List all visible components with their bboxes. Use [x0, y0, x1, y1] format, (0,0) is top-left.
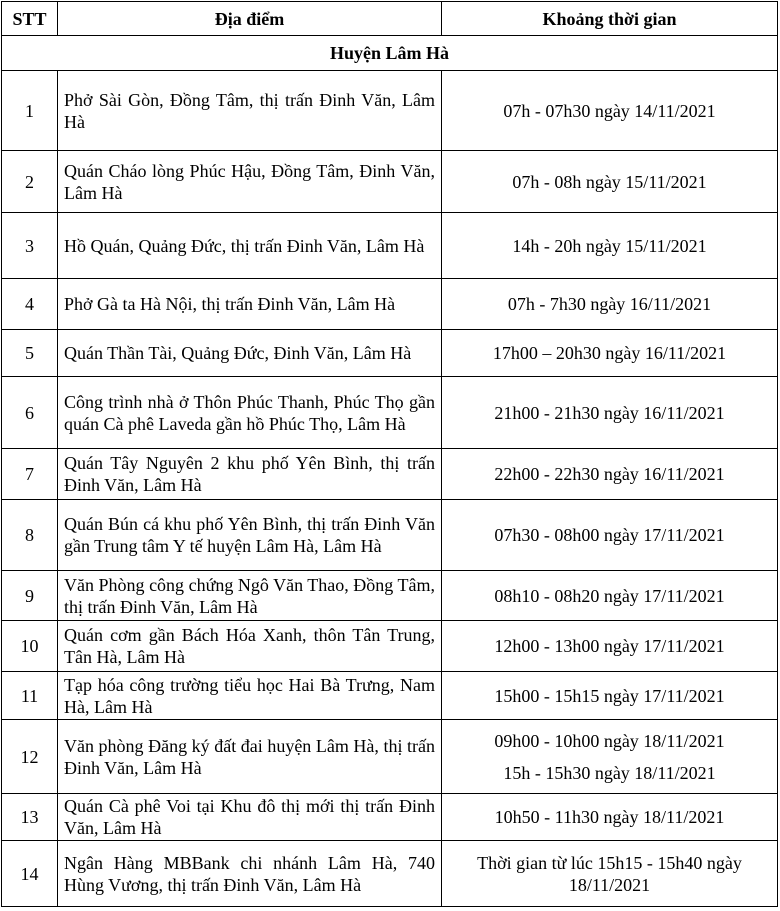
row-stt: 1 — [2, 71, 58, 151]
row-stt: 7 — [2, 449, 58, 500]
row-time — [442, 720, 778, 794]
time-entry: 07h - 07h30 ngày 14/11/2021 — [503, 100, 716, 121]
row-time — [442, 330, 778, 377]
header-location: Địa điểm — [58, 2, 442, 36]
row-stt: 5 — [2, 330, 58, 377]
row-location: Công trình nhà ở Thôn Phúc Thanh, Phúc Thọ gần quán Cà phê Laveda gần hồ Phúc Thọ, Lâm Hà — [58, 377, 442, 449]
table-row — [2, 377, 778, 449]
row-location: Quán cơm gần Bách Hóa Xanh, thôn Tân Trung, Tân Hà, Lâm Hà — [58, 621, 442, 672]
row-stt: 2 — [2, 151, 58, 213]
table-row — [2, 279, 778, 330]
row-time — [442, 213, 778, 279]
row-time — [442, 500, 778, 571]
header-time: Khoảng thời gian — [442, 2, 778, 36]
row-time — [442, 71, 778, 151]
row-location: Quán Cà phê Voi tại Khu đô thị mới thị trấn Đinh Văn, Lâm Hà — [58, 794, 442, 841]
table-row — [2, 841, 778, 907]
table-row — [2, 794, 778, 841]
row-stt: 4 — [2, 279, 58, 330]
table-row — [2, 500, 778, 571]
region-title: Huyện Lâm Hà — [2, 36, 778, 71]
row-time — [442, 151, 778, 213]
time-entry: 22h00 - 22h30 ngày 16/11/2021 — [494, 464, 725, 484]
row-location: Quán Cháo lòng Phúc Hậu, Đồng Tâm, Đinh Văn, Lâm Hà — [58, 151, 442, 213]
table-row — [2, 71, 778, 151]
table-row — [2, 621, 778, 672]
time-entry: 15h00 - 15h15 ngày 17/11/2021 — [494, 685, 725, 706]
row-stt: 3 — [2, 213, 58, 279]
row-time — [442, 377, 778, 449]
row-time — [442, 841, 778, 907]
row-time — [442, 571, 778, 621]
time-entry: 17h00 – 20h30 ngày 16/11/2021 — [492, 343, 727, 363]
row-location: Ngân Hàng MBBank chi nhánh Lâm Hà, 740 Hùng Vương, thị trấn Đinh Văn, Lâm Hà — [58, 841, 442, 907]
row-time — [442, 449, 778, 500]
region-row — [2, 36, 778, 71]
header-stt: STT — [2, 2, 58, 36]
time-entry: 12h00 - 13h00 ngày 17/11/2021 — [494, 636, 725, 656]
table-row — [2, 213, 778, 279]
table-row — [2, 151, 778, 213]
row-time — [442, 672, 778, 720]
row-stt: 10 — [2, 621, 58, 672]
row-time — [442, 279, 778, 330]
row-location: Quán Thần Tài, Quảng Đức, Đinh Văn, Lâm Hà — [58, 330, 442, 377]
row-location: Tạp hóa công trường tiểu học Hai Bà Trưng, Nam Hà, Lâm Hà — [58, 672, 442, 720]
row-stt: 8 — [2, 500, 58, 571]
row-location: Phở Gà ta Hà Nội, thị trấn Đinh Văn, Lâm Hà — [58, 279, 442, 330]
row-location: Phở Sài Gòn, Đồng Tâm, thị trấn Đinh Văn, Lâm Hà — [58, 71, 442, 151]
time-entry: 10h50 - 11h30 ngày 18/11/2021 — [494, 807, 725, 827]
time-entry: Thời gian từ lúc 15h15 - 15h40 ngày 18/11/2021 — [477, 852, 742, 895]
time-entry: 07h - 08h ngày 15/11/2021 — [512, 171, 707, 192]
time-entry: 21h00 - 21h30 ngày 16/11/2021 — [494, 402, 725, 423]
row-location: Quán Tây Nguyên 2 khu phố Yên Bình, thị trấn Đinh Văn, Lâm Hà — [58, 449, 442, 500]
time-entry: 15h - 15h30 ngày 18/11/2021 — [503, 762, 716, 783]
table-row — [2, 571, 778, 621]
table-row — [2, 449, 778, 500]
row-stt: 14 — [2, 841, 58, 907]
row-location: Hồ Quán, Quảng Đức, thị trấn Đinh Văn, Lâm Hà — [58, 213, 442, 279]
row-stt: 13 — [2, 794, 58, 841]
row-location: Văn Phòng công chứng Ngô Văn Thao, Đồng Tâm, thị trấn Đinh Văn, Lâm Hà — [58, 571, 442, 621]
table-row — [2, 672, 778, 720]
time-entry: 09h00 - 10h00 ngày 18/11/2021 — [494, 730, 725, 751]
table-row — [2, 330, 778, 377]
schedule-table — [1, 1, 778, 907]
time-entry: 14h - 20h ngày 15/11/2021 — [512, 235, 707, 256]
time-entry: 07h - 7h30 ngày 16/11/2021 — [507, 294, 712, 314]
header-row — [2, 2, 778, 36]
row-stt: 12 — [2, 720, 58, 794]
row-location: Văn phòng Đăng ký đất đai huyện Lâm Hà, thị trấn Đinh Văn, Lâm Hà — [58, 720, 442, 794]
row-stt: 9 — [2, 571, 58, 621]
row-stt: 6 — [2, 377, 58, 449]
row-location: Quán Bún cá khu phố Yên Bình, thị trấn Đinh Văn gần Trung tâm Y tế huyện Lâm Hà, Lâm Hà — [58, 500, 442, 571]
row-time — [442, 794, 778, 841]
time-entry: 08h10 - 08h20 ngày 17/11/2021 — [494, 585, 725, 606]
time-entry: 07h30 - 08h00 ngày 17/11/2021 — [494, 525, 725, 545]
table-row — [2, 720, 778, 794]
row-time — [442, 621, 778, 672]
row-stt: 11 — [2, 672, 58, 720]
